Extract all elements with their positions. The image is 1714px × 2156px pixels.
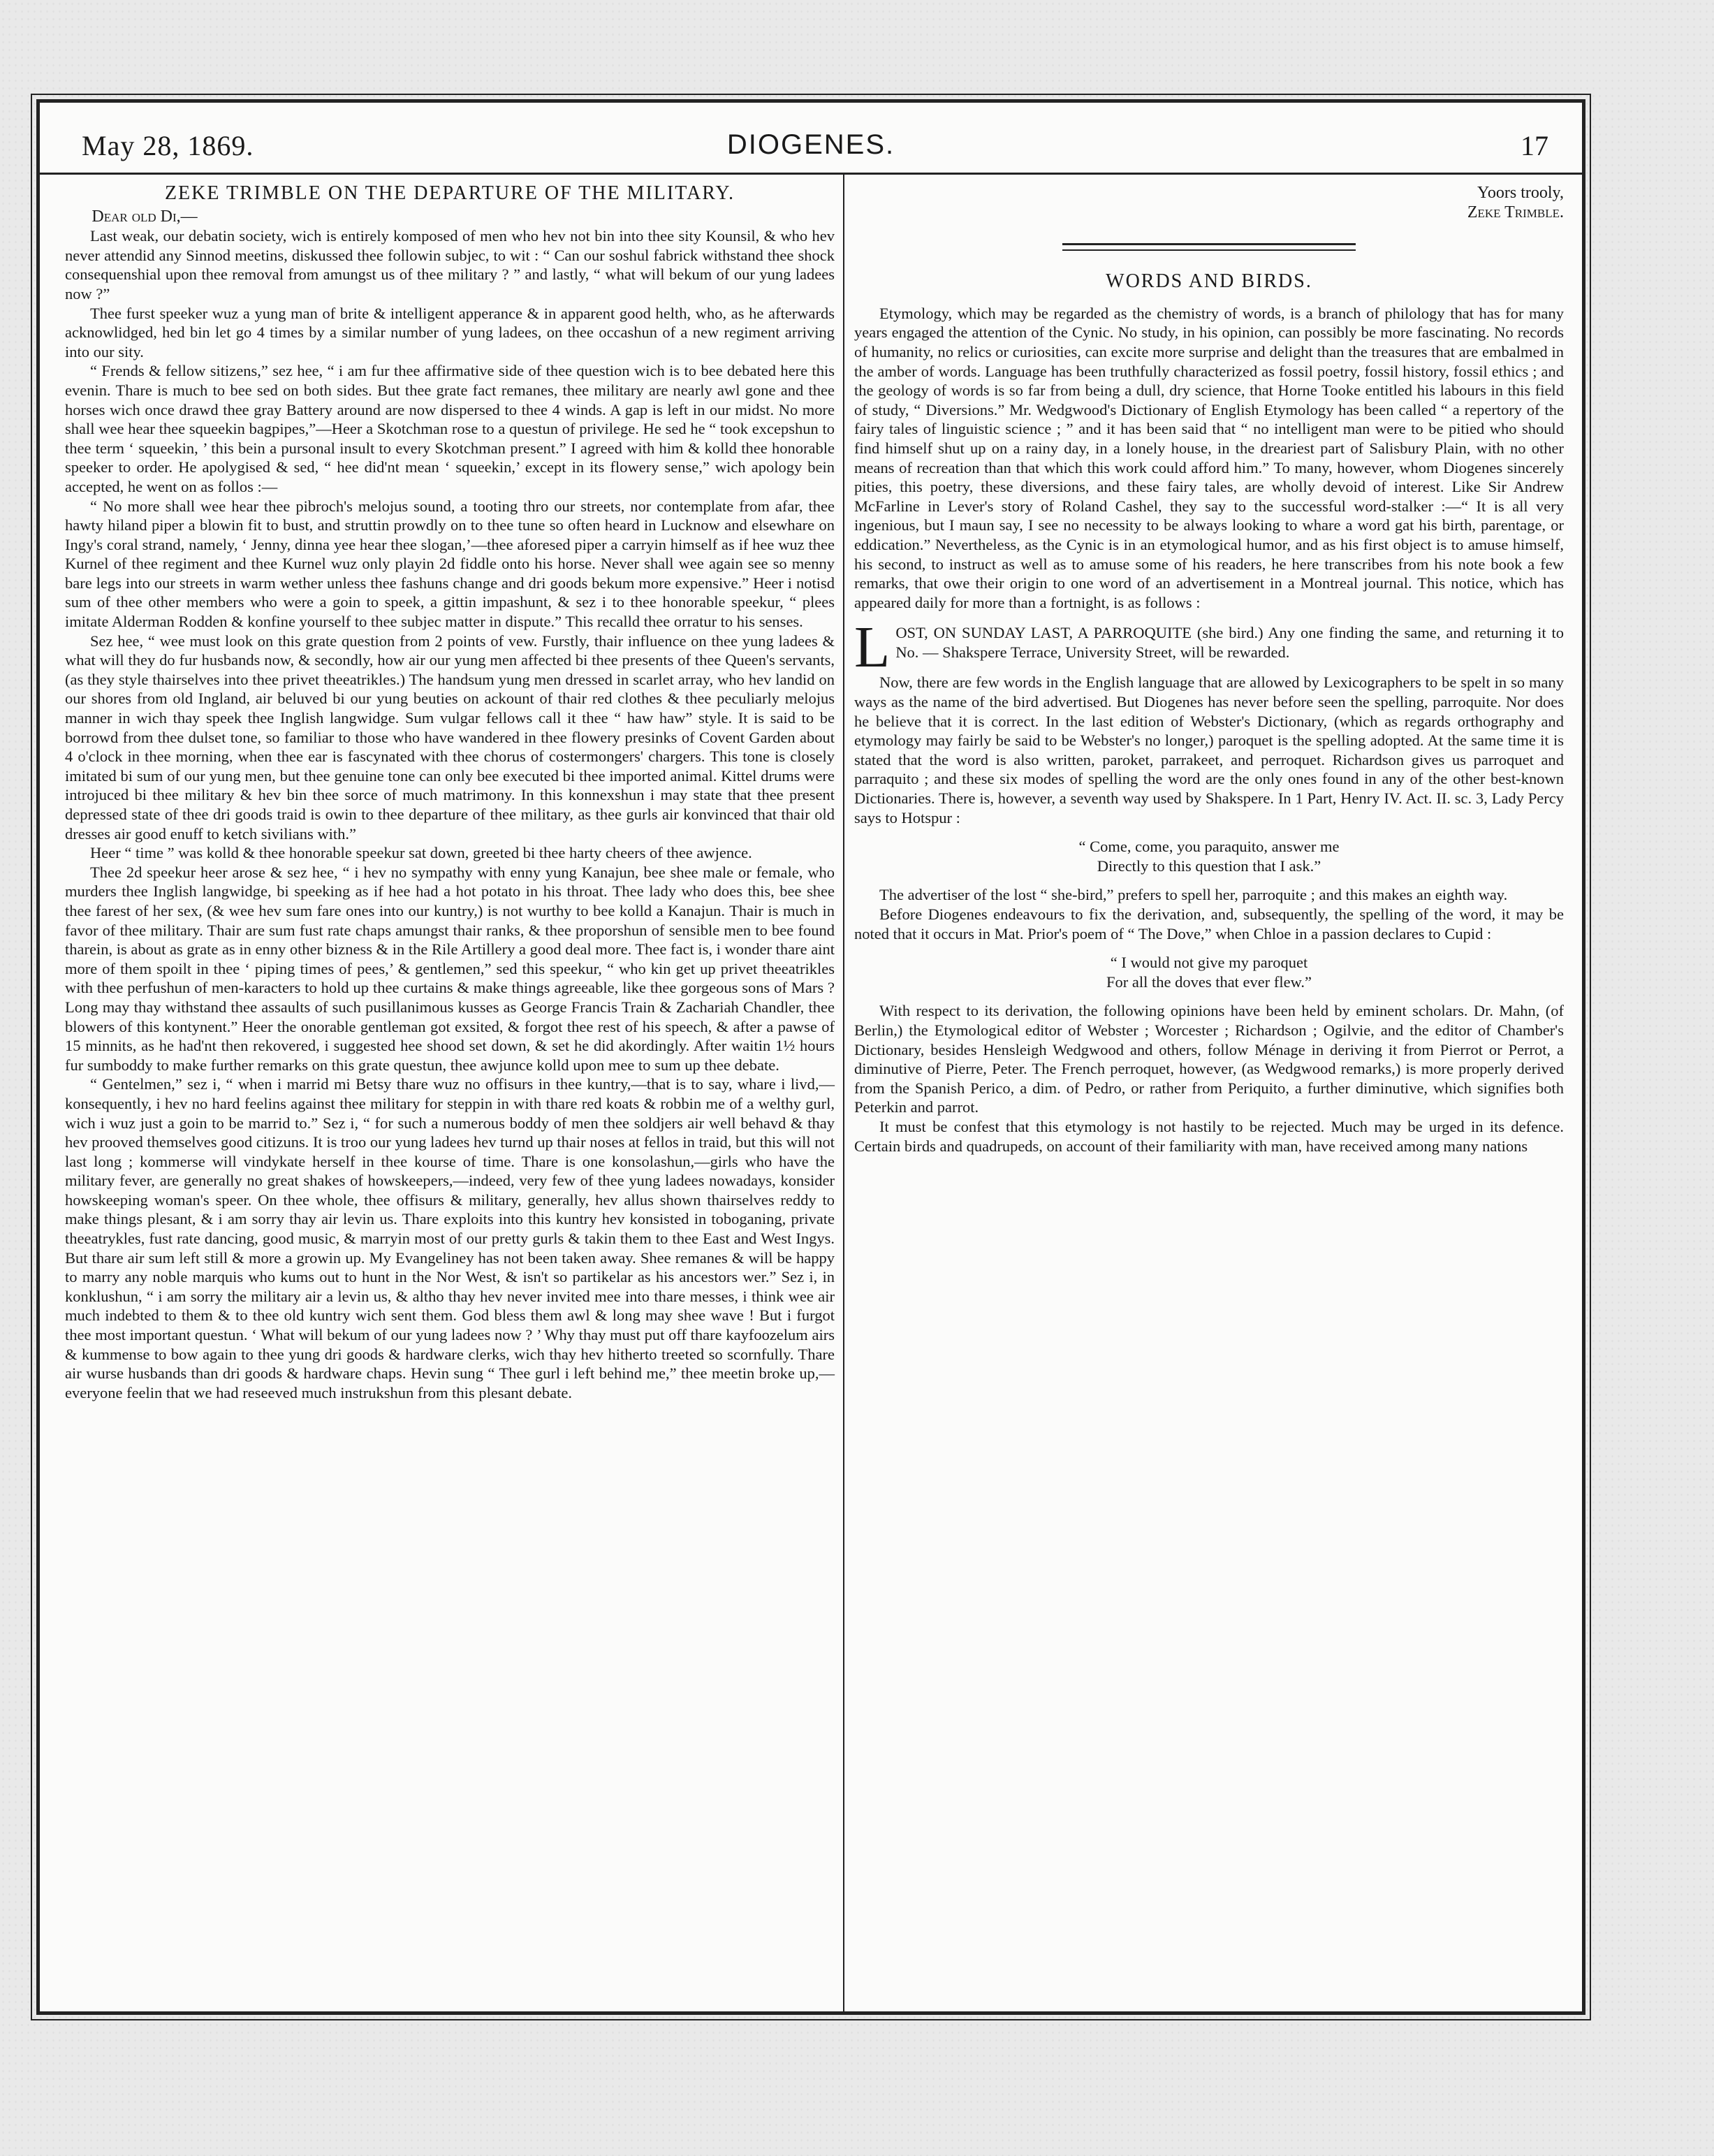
- letter-heading: ZEKE TRIMBLE ON THE DEPARTURE OF THE MILITARY.: [164, 182, 735, 204]
- letter-closing: Yoors trooly,: [1477, 184, 1564, 202]
- article-paragraph: Etymology, which may be regarded as the chemistry of words, is a branch of philology that has for many years engaged the attention of the Cynic. No study, in his opinion, can possibly be more fascinating. No records of humanity, no relics or curiosities, can excite more surprise and delight than the treasures that are embalmed in the amber of words. Language has been truthfully characterized as fossil poetry, fossil history, fossil ethics ; and the geology of words is so far from being a dull, dry science, that Horne Tooke entitled his labours in this field of study, “ Diversions.” Mr. Wedgwood's Dictionary of English Etymology has been called “ a repertory of the fairy tales of linguistic science ; ” and it has been said that “ no intelligent man were to be pitied who should find himself shut up on a rainy day, in a lonely house, in the dreariest part of Salisbury Plain, with no other means of recreation than that which this work could afford him.” To many, however, whom Diogenes sincerely pities, this poetry, these diversions, and these fairy tales, are wholly devoid of interest. Like Sir Andrew McFarline in Lever's story of Roland Cashel, they say to the successful word-stalker :—“ It is all very ingenious, but I maun say, I see no necessity to be always looking to whare a word gat his birth, parentage, or eddication.” Nevertheless, as the Cynic is in an etymological humor, and as his first object is to amuse himself, his second, to instruct as well as to amuse some of his readers, he here transcribes from his note book a few remarks, that owe their origin to one word of an advertisement in a Montreal journal. This notice, which has appeared daily for more than a fortnight, is as follows :: [854, 304, 1564, 611]
- letter-paragraph: Sez hee, “ wee must look on this grate question from 2 points of vew. Furstly, thair influence on thee yung ladees & what will they do fur husbands now, & secondly, how air our yung men affected bi thee presents of thee Queen's servants, (as they style thairselves into thee privet theeatrikles.) The handsum yung men dressed in scarlet array, who hev landid on our shores from old Ingland, air beluved bi our yung beuties on ackount of thair red clothes & thee peculiarly melojus manner in wich thay speek thee Inglish langwidge. Sum vulgar fellows call it thee “ haw haw” style. It is said to be borrowd from thee dulset tone, so familiar to those who have wandered in thee flowery presinks of Covent Garden about 4 o'clock in thee morning, when thee ear is fascynated with thee chorus of costermongers' chargers. This tone is closely imitated bi sum of our yung men, but thee genuine tone can only bee executed bi thee imported animal. Kittel drums were introjuced bi thee military & hev bin thee sorce of much matrimony. In this konnexshun i may state that thee present depressed state of thee dri goods traid is owin to thee departure of thee military, as thee gurls air konvinced that thair old dresses air good enuff to ketch sivilians with.”: [65, 632, 835, 843]
- letter-paragraph: “ Gentelmen,” sez i, “ when i marrid mi Betsy thare wuz no offisurs in thee kuntry,—that is to say, whare i livd,—konsequently, i hev no hard feelins against thee military for steppin in with thare red koats & robbin me of a welthy gurl, wich i wuz just a goin to be marrid to.” Sez i, “ for such a numerous boddy of men thee soldjers air well behavd & thay hev prooved themselves good citizuns. It is troo our yung ladees hev turnd up thair noses at fellos in traid, but this will not last long ; kommerse will vindykate herself in thee kourse of time. Thare is one konsolashun,—girls who have the military fever, are generally no great shakes of howskeepers,—indeed, very few of thee yung ladees nowadays, konsider howskeeping woman's speer. On thee whole, thee offisurs & military, generally, hev allus shown thairselves reddy to make things plesant, & i am sorry thay air levin us. Thare exploits into this kuntry hev konsisted in toboganing, private theeatrykles, fust rate dancing, good music, & marryin most of our pretty gurls & takin them to thee East and West Ingys. But thare air sum left still & more a growin up. My Evangeliney has not been taken away. Shee remanes & will be happy to marry any noble marquis who kums out to hunt in the Nor West, & isn't so partikelar as his ancestors wer.” Sez i, in konklushun, “ i am sorry the military air a levin us, & altho thay hev never invited mee into thare messes, i think wee air much indebted to them & to thee old kuntry wich sent them. God bless them awl & long may shee wave ! But i furgot thee most important questun. ‘ What will bekum of our yung ladees now ? ’ Why thay must put off thare kayfoozelum airs & kummense to bow again to thee yung dri goods & hardware clerks, wich thay hev hitherto treeted so scornfully. Thare air wurse husbands than dri goods & hardware chaps. Hevin sung “ Thee gurl i left behind me,” thee meetin broke up,—everyone feelin that we had reseeved much instrukshun from this plesant debate.: [65, 1075, 835, 1401]
- article-paragraph: It must be confest that this etymology is not hastily to be rejected. Much may be urged in its defence. Certain birds and quadrupeds, on account of their familiarity with man, have received among many nations: [854, 1117, 1564, 1155]
- quote-line: “ I would not give my paroquet: [1110, 954, 1308, 972]
- shakspere-quote: [854, 837, 1564, 875]
- letter-salutation: Dear old Di,—: [91, 207, 198, 226]
- right-column: [854, 184, 1564, 1999]
- letter-paragraph: Thee furst speeker wuz a yung man of brite & intelligent apperance & in apparent good helth, who, as he afterwards acknowlidged, hed bin let go 4 times by a similar number of yung ladees, on thee occashun of a new regiment arriving into our sity.: [65, 304, 835, 360]
- article-paragraph: Now, there are few words in the English language that are allowed by Lexicographers to be spelt in so many ways as the name of the bird advertised. But Diogenes has never before seen the spelling, parroquite. Nor does he believe that it is correct. In the last edition of Webster's Dictionary, (which as regards orthography and etymology may fairly be said to be Webster's no longer,) paroquet is the spelling adopted. At the same time it is stated that the word is also written, paroket, parrakeet, and perroquet. Richardson gives us parroquet and parraquito ; and these six modes of spelling the word are the only ones found in any of the other best-known Dictionaries. There is, however, a seventh way used by Shakspere. In 1 Part, Henry IV. Act. II. sc. 3, Lady Percy says to Hotspur :: [854, 673, 1564, 826]
- quote-line: Directly to this question that I ask.”: [1097, 857, 1321, 875]
- column-divider: [843, 173, 844, 2011]
- issue-date: May 28, 1869.: [82, 130, 254, 161]
- quote-line: “ Come, come, you paraquito, answer me: [1078, 838, 1340, 856]
- letter-paragraph: “ No more shall wee hear thee pibroch's melojus sound, a tooting thro our streets, nor contemplate from afar, thee hawty hiland piper a blowin fit to bust, and struttin prowdly on to thee tune so often heard in Lucknow and elsewhare on Ingy's coral strand, namely, ‘ Jenny, dinna yee hear thee slogan,’—thee aforesed piper a carryin himself as if hee wuz thee Kurnel of thee regiment and thee Kurnel wuz only playin 2d fiddle onto his horse. Never shall wee again see so menny bare legs into our streets in warm wether unless thee fashuns change and dri goods bekum more expensive.” Heer i notisd sum of thee other members who were a goin to speek, a gittin impashunt, & sez i to thee honorable speekur, “ plees imitate Alderman Rodden & konfine yourself to thee subjec matter in dispute.” This recalld thee orratur to his senses.: [65, 497, 835, 631]
- article-paragraph: Before Diogenes endeavours to fix the derivation, and, subsequently, the spelling of the word, it may be noted that it occurs in Mat. Prior's poem of “ The Dove,” when Chloe in a passion declares to Cupid :: [854, 905, 1564, 942]
- newspaper-page: [36, 99, 1585, 2015]
- letter-paragraph: Last weak, our debatin society, wich is entirely komposed of men who hev not bin into thee sity Kounsil, & who hev never attendid any Sinnod meetins, diskussed thee followin subjec, to wit : “ Can our soshul fabrick withstand thee shock consequenshial upon thee removal from amungst us of thee military ? ” and lastly, “ what will bekum of our yung ladees now ?”: [65, 227, 835, 303]
- running-head: [40, 103, 1582, 175]
- advertisement-dropcap: L: [854, 615, 891, 680]
- quote-line: For all the doves that ever flew.”: [1106, 973, 1312, 991]
- letter-paragraph: “ Frends & fellow sitizens,” sez hee, “ i am fur thee affirmative side of thee question wich is to bee debated here this evenin. Thare is much to bee sed on both sides. But thee grate fact remanes, thee military are nearly awl gone and thee horses wich once drawd thee gray Battery around are now dispersed to thee 4 winds. A gap is left in our midst. No more shall wee hear thee squeekin bagpipes,”—Heer a Skotchman rose to a questun of privilege. He sed he “ took excepshun to thee term ‘ squeekin, ’ this bein a pursonal insult to every Skotchman present.” I agreed with him & kolld thee honorable speeker to order. He apolygised & sed, “ hee did'nt mean ‘ squeekin,’ except in its flowery sense,” wich apology bein accepted, he went on as follos :—: [65, 362, 835, 495]
- prior-quote: [854, 953, 1564, 991]
- letter-paragraph: Heer “ time ” was kolld & thee honorable speekur sat down, greeted bi thee harty cheers of thee awjence.: [90, 844, 752, 862]
- section-rule: [1062, 243, 1356, 251]
- advertisement: [854, 615, 1564, 680]
- letter-signature: Zeke Trimble.: [1467, 203, 1564, 221]
- letter-paragraph: Thee 2d speekur heer arose & sez hee, “ i hev no sympathy with enny yung Kanajun, bee shee male or female, who murders thee Inglish langwidge, bi speeking as if hee had a hot potato in his throat. Thee lady who does this, bee shee thee farest of her sex, (& wee hev sum fare ones into our kuntry,) is not wurthy to bee kolld a Kanajun. Thair is much in favor of thee military. Thair are sum fust rate chaps amungst thair ranks, & thee proporshun of sensible men to bee found tharein, is about as grate as in enny other bizness & in the Rile Artillery a good deal more. Thee fact is, i wonder thare aint more of them spoilt in thee ‘ piping times of pees,’ & gentlemen,” sed this speekur, “ who kin get up privet theeatrikles with thee perfushun of men-karacters to hold up thee curtains & make things agreeable, like thee gorgeous sons of Mars ? Long may thay withstand thee assaults of such pusillanimous kusses as George Francis Train & Zachariah Chandler, thee blowers of this kontynent.” Heer the onorable gentleman got exsited, & forgot thee rest of his speech, & after a pawse of 15 minnits, as he had'nt then rekovered, i suggested hee shood set down, & set he did akordingly. After waitin 1½ hours fur sumboddy to make further remarks on this grate questun, thee awjunce kolld upon mee to sum up thee debate.: [65, 863, 835, 1074]
- page-number: 17: [1521, 130, 1548, 161]
- left-column: [65, 184, 835, 1999]
- article-paragraph: With respect to its derivation, the following opinions have been held by eminent scholars. Dr. Mahn, (of Berlin,) the Etymological editor of Webster ; Worcester ; Richardson ; Ogilvie, and the editor of Chamber's Dictionary, besides Hensleigh Wedgwood and others, follow Ménage in deriving it from Pierrot or Perrot, a diminutive of Pierre, Peter. The French perroquet, however, (as Wedgwood remarks,) is more properly derived from the Spanish Perico, a dim. of Pedro, or rather from Periquito, a further diminutive, which signifies both Peterkin and parrot.: [854, 1002, 1564, 1116]
- article-paragraph: The advertiser of the lost “ she-bird,” prefers to spell her, parroquite ; and this makes an eighth way.: [879, 886, 1508, 904]
- advertisement-text: OST, ON SUNDAY LAST, A PARROQUITE (she bird.) Any one finding the same, and returning it to No. — Shakspere Terrace, University Street, will be rewarded.: [895, 624, 1564, 661]
- article-heading: WORDS AND BIRDS.: [1106, 270, 1312, 293]
- masthead-title: DIOGENES.: [726, 129, 895, 160]
